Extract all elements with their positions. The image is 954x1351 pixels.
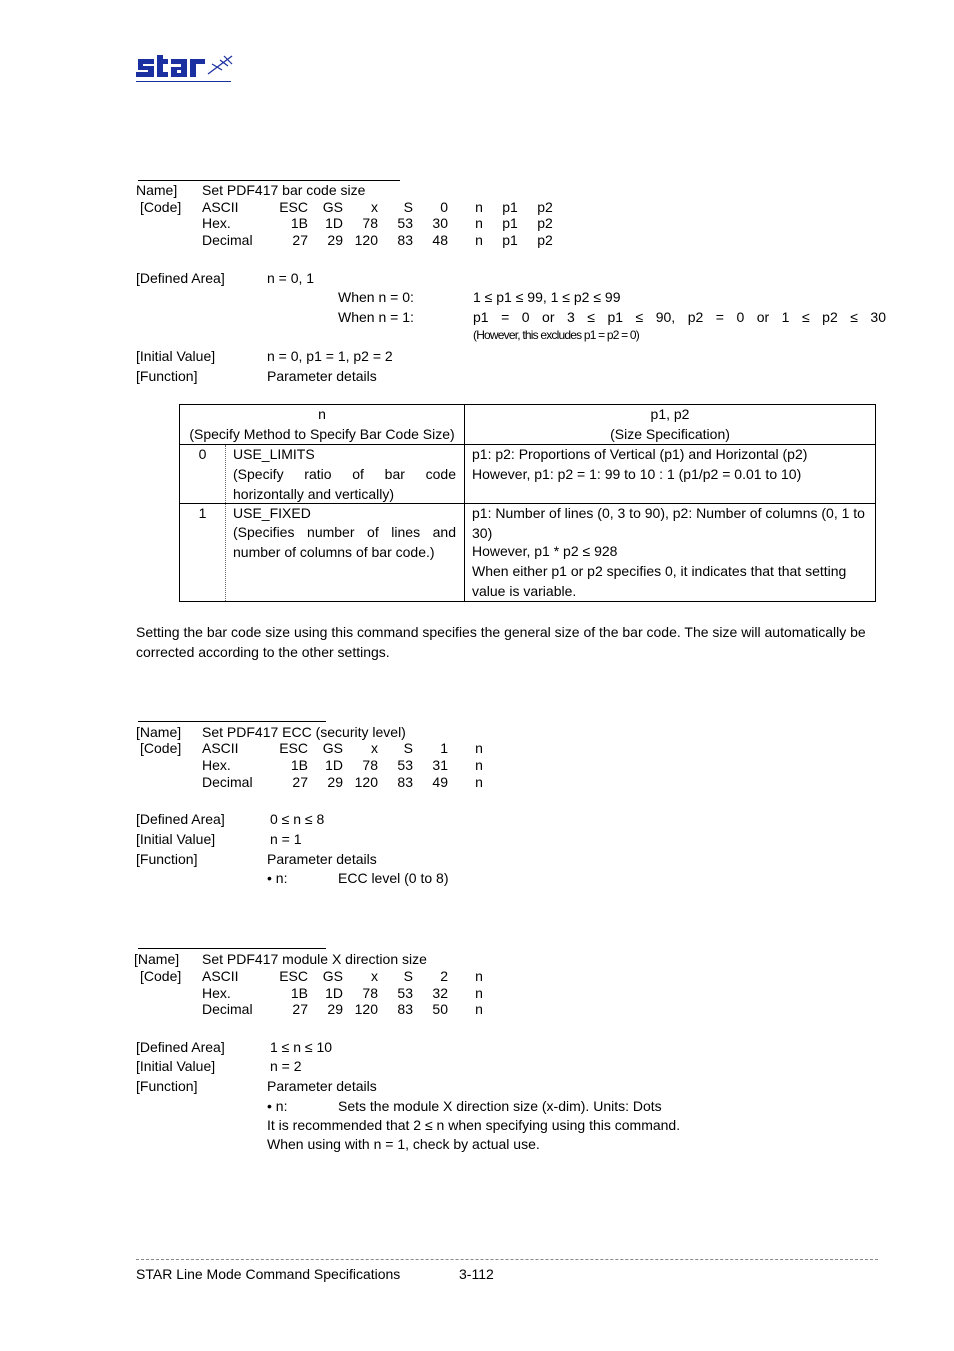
code-cell: Decimal: [202, 1001, 253, 1017]
code-cell: GS: [322, 199, 343, 215]
cmd1-function: Parameter details: [267, 368, 377, 384]
cmd1-function-label: [Function]: [136, 368, 198, 384]
code-cell: S: [403, 199, 413, 215]
table-row-desc: (Specify ratio of bar code horizontally and vertically): [233, 466, 456, 502]
cmd3-name-label: [Name]: [134, 951, 180, 967]
cmd2-defined-label: [Defined Area]: [136, 811, 225, 827]
code-cell: 30: [432, 215, 448, 231]
cmd3-note: It is recommended that 2 ≤ n when specifying using this command.: [267, 1117, 681, 1133]
code-cell: 27: [292, 774, 308, 790]
code-cell: x: [371, 199, 378, 215]
code-cell: 78: [362, 215, 378, 231]
footer-title: STAR Line Mode Command Specifications: [136, 1266, 401, 1282]
section-rule-2: [138, 721, 326, 722]
cmd1-name-label: Name]: [136, 182, 178, 198]
code-cell: ESC: [279, 968, 308, 984]
cmd3-defined-label: [Defined Area]: [136, 1039, 225, 1055]
code-cell: n: [475, 232, 483, 248]
cmd1-when0-label: When n = 0:: [338, 289, 414, 305]
code-cell: 31: [432, 757, 448, 773]
cmd1-paragraph: Setting the bar code size using this command specifies the general size of the bar code. The size will automatically be corrected according to the other settings.: [136, 624, 866, 660]
code-cell: n: [475, 199, 483, 215]
table-row-spec: However, p1 * p2 ≤ 928: [472, 543, 618, 559]
code-cell: 49: [432, 774, 448, 790]
code-cell: 53: [397, 215, 413, 231]
code-cell: 1B: [290, 985, 308, 1001]
code-cell: S: [403, 740, 413, 756]
code-cell: 78: [362, 985, 378, 1001]
code-cell: Hex.: [202, 215, 231, 231]
table-row-name: USE_LIMITS: [233, 446, 315, 462]
code-cell: 83: [397, 1001, 413, 1017]
code-cell: Decimal: [202, 232, 253, 248]
section-rule-3: [138, 948, 326, 949]
code-cell: x: [371, 740, 378, 756]
code-cell: 1: [440, 740, 448, 756]
cmd1-when1-note: (However, this excludes p1 = p2 = 0): [473, 328, 639, 342]
table-row-n: 1: [198, 505, 207, 521]
code-cell: 27: [292, 1001, 308, 1017]
code-cell: 83: [397, 232, 413, 248]
cmd1-when1-label: When n = 1:: [338, 309, 414, 325]
code-cell: 120: [354, 774, 378, 790]
code-cell: ASCII: [202, 968, 239, 984]
code-cell: Decimal: [202, 774, 253, 790]
table-head-n: n: [318, 406, 326, 422]
code-cell: 83: [397, 774, 413, 790]
code-cell: 50: [432, 1001, 448, 1017]
cmd1-name: Set PDF417 bar code size: [202, 182, 366, 198]
cmd1-code-label: [Code]: [140, 199, 182, 215]
code-cell: Hex.: [202, 757, 231, 773]
cmd1-when1: p1 = 0 or 3 ≤ p1 ≤ 90, p2 = 0 or 1 ≤ p2 ≤ 30: [473, 309, 886, 325]
cmd2-initial-label: [Initial Value]: [136, 831, 216, 847]
code-cell: 2: [440, 968, 448, 984]
star-logo: [136, 50, 236, 84]
code-cell: p2: [537, 232, 553, 248]
code-cell: 78: [362, 757, 378, 773]
footer-rule: [136, 1259, 878, 1260]
page-number: 3-112: [459, 1266, 494, 1282]
table-row-name: USE_FIXED: [233, 505, 311, 521]
cmd2-param-desc: ECC level (0 to 8): [338, 870, 449, 886]
code-cell: n: [475, 985, 483, 1001]
code-cell: 1D: [325, 215, 343, 231]
logo-underline: [136, 81, 231, 82]
cmd2-param-name: • n:: [267, 870, 288, 886]
code-cell: n: [475, 1001, 483, 1017]
cmd3-function: Parameter details: [267, 1078, 377, 1094]
code-cell: GS: [322, 968, 343, 984]
cmd3-initial: n = 2: [270, 1058, 302, 1074]
cmd1-when0: 1 ≤ p1 ≤ 99, 1 ≤ p2 ≤ 99: [473, 289, 621, 305]
code-cell: p2: [537, 199, 553, 215]
code-cell: n: [475, 774, 483, 790]
cmd3-code-label: [Code]: [140, 968, 182, 984]
cmd2-name-label: [Name]: [136, 724, 182, 740]
table-dotted-divider: [225, 445, 226, 601]
code-cell: 29: [327, 232, 343, 248]
code-cell: GS: [322, 740, 343, 756]
code-cell: n: [475, 757, 483, 773]
cmd2-defined: 0 ≤ n ≤ 8: [270, 811, 325, 827]
cmd1-defined: n = 0, 1: [267, 270, 315, 286]
code-cell: 53: [397, 985, 413, 1001]
code-cell: ASCII: [202, 199, 239, 215]
star-logo-graphic: [136, 50, 236, 84]
code-cell: ASCII: [202, 740, 239, 756]
code-cell: n: [475, 740, 483, 756]
code-cell: p1: [502, 199, 518, 215]
code-cell: 1D: [325, 985, 343, 1001]
cmd1-initial: n = 0, p1 = 1, p2 = 2: [267, 348, 393, 364]
code-cell: 1D: [325, 757, 343, 773]
code-cell: p1: [502, 232, 518, 248]
cmd2-function: Parameter details: [267, 851, 377, 867]
code-cell: n: [475, 968, 483, 984]
code-cell: 120: [354, 232, 378, 248]
cmd2-name: Set PDF417 ECC (security level): [202, 724, 406, 740]
code-cell: 29: [327, 774, 343, 790]
code-cell: 53: [397, 757, 413, 773]
cmd2-code-label: [Code]: [140, 740, 182, 756]
table-head-n-sub: (Specify Method to Specify Bar Code Size): [189, 426, 455, 442]
code-cell: 48: [432, 232, 448, 248]
cmd3-param-name: • n:: [267, 1098, 288, 1114]
code-cell: 0: [440, 199, 448, 215]
table-head-p-sub: (Size Specification): [610, 426, 730, 442]
cmd2-function-label: [Function]: [136, 851, 198, 867]
table-row-desc: (Specifies number of lines and number of columns of bar code.): [233, 524, 456, 560]
section-rule-1: [138, 180, 400, 181]
code-cell: 27: [292, 232, 308, 248]
code-cell: Hex.: [202, 985, 231, 1001]
code-cell: p1: [502, 215, 518, 231]
table-row-spec: p1: p2: Proportions of Vertical (p1) and Horizontal (p2): [472, 446, 808, 462]
table-row-spec: p1: Number of lines (0, 3 to 90), p2: Number of columns (0, 1 to 30): [472, 505, 865, 541]
table-row-spec: However, p1: p2 = 1: 99 to 10 : 1 (p1/p2 = 0.01 to 10): [472, 466, 802, 482]
cmd3-function-label: [Function]: [136, 1078, 198, 1094]
cmd3-initial-label: [Initial Value]: [136, 1058, 216, 1074]
cmd3-note: When using with n = 1, check by actual use.: [267, 1136, 540, 1152]
code-cell: x: [371, 968, 378, 984]
cmd3-defined: 1 ≤ n ≤ 10: [270, 1039, 333, 1055]
cmd3-name: Set PDF417 module X direction size: [202, 951, 427, 967]
code-cell: 32: [432, 985, 448, 1001]
code-cell: S: [403, 968, 413, 984]
code-cell: 1B: [290, 757, 308, 773]
code-cell: 120: [354, 1001, 378, 1017]
table-head-p: p1, p2: [650, 406, 690, 422]
code-cell: ESC: [279, 199, 308, 215]
code-cell: 1B: [290, 215, 308, 231]
table-row-spec: When either p1 or p2 specifies 0, it indicates that that setting value is variable.: [472, 563, 847, 599]
code-cell: p2: [537, 215, 553, 231]
cmd3-param-desc: Sets the module X direction size (x-dim). Units: Dots: [338, 1098, 662, 1114]
cmd2-initial: n = 1: [270, 831, 302, 847]
table-row-n: 0: [198, 446, 207, 462]
code-cell: ESC: [279, 740, 308, 756]
code-cell: n: [475, 215, 483, 231]
cmd1-defined-label: [Defined Area]: [136, 270, 225, 286]
code-cell: 29: [327, 1001, 343, 1017]
parameter-table: [179, 404, 876, 602]
cmd1-initial-label: [Initial Value]: [136, 348, 216, 364]
